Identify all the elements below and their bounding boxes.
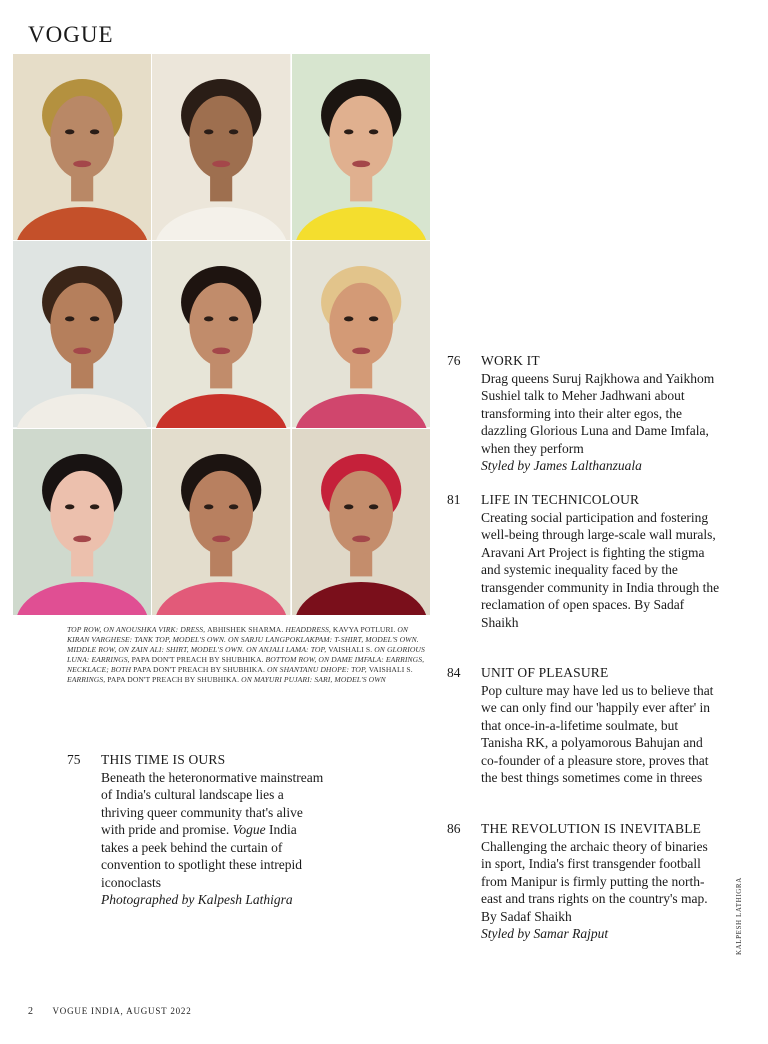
- portrait-photo: [152, 429, 290, 615]
- entry-credit: Photographed by Kalpesh Lathigra: [101, 892, 293, 907]
- portrait-illustration: [13, 54, 151, 240]
- caption-segment: HEADDRESS,: [285, 625, 333, 634]
- entry-credit: Styled by Samar Rajput: [481, 926, 609, 941]
- portrait-photo: [292, 54, 430, 240]
- portrait-illustration: [152, 54, 290, 240]
- entry-title: WORK IT: [481, 353, 540, 368]
- portrait-photo: [152, 54, 290, 240]
- caption-segment: ON SHANTANU DHOPE: TOP,: [266, 665, 369, 674]
- portrait-photo: [13, 429, 151, 615]
- portrait-illustration: [292, 241, 430, 427]
- caption-segment: KAVYA POTLURI.: [332, 625, 398, 634]
- entry-dek: Challenging the archaic theory of binaries in sport, India's first transgender football from Manipur is firmly putting the north-east and trans rights on the country's map. By Sadaf Shaikh: [481, 838, 708, 924]
- caption-segment: ON KIRAN VARGHESE: TANK TOP, MODEL'S OWN. ON SARJU LANGPOKLAKPAM: T-SHIRT, MODEL'S OWN. MIDDLE ROW, ON ZAIN ALI: SHIRT, MODEL'S OWN. ON ANJALI LAMA: TOP,: [67, 625, 419, 654]
- portrait-illustration: [292, 429, 430, 615]
- page-number: 84: [447, 665, 461, 680]
- portrait-grid: [13, 54, 430, 615]
- page-number: 81: [447, 492, 461, 507]
- portrait-illustration: [152, 241, 290, 427]
- entry-dek: Drag queens Suruj Rajkhowa and Yaikhom Sushiel talk to Meher Jadhwani about transforming into their alter egos, the dazzling Glorious Luna and Dame Imfala, when they perform: [481, 370, 715, 456]
- caption-segment: PAPA DON'T PREACH BY SHUBHIKA.: [107, 675, 242, 684]
- caption-segment: ON MAYURI PUJARI: SARI, MODEL'S OWN: [241, 675, 386, 684]
- portrait-illustration: [292, 54, 430, 240]
- caption-segment: PAPA DON'T PREACH BY SHUBHIKA.: [131, 655, 266, 664]
- portrait-illustration: [152, 429, 290, 615]
- portrait-illustration: [13, 429, 151, 615]
- entry-dek: Beneath the heteronormative mainstream of India's cultural landscape lies a thriving queer community that's alive with pride and promise. Vogue India takes a peek behind the curtain of convention to spotlight these intrepid iconoclasts: [101, 769, 324, 890]
- portrait-photo: [152, 241, 290, 427]
- portrait-photo: [13, 54, 151, 240]
- page-number: 76: [447, 353, 461, 368]
- photographer-credit: KALPESH LATHIGRA: [735, 877, 743, 955]
- issue-line: VOGUE INDIA, AUGUST 2022: [52, 1006, 192, 1016]
- folio-page-number: 2: [28, 1006, 34, 1017]
- entry-credit: Styled by James Lalthanzuala: [481, 458, 642, 473]
- caption-segment: PAPA DON'T PREACH BY SHUBHIKA.: [133, 665, 267, 674]
- portrait-illustration: [13, 241, 151, 427]
- page-number: 86: [447, 821, 461, 836]
- fashion-credits-caption: [67, 625, 432, 685]
- portrait-photo: [13, 241, 151, 427]
- caption-segment: BOTTOM ROW, ON DAME IMFALA: EARRINGS, NECKLACE; BOTH: [67, 655, 425, 674]
- entry-title: THIS TIME IS OURS: [101, 752, 226, 767]
- portrait-photo: [292, 429, 430, 615]
- portrait-photo: [292, 241, 430, 427]
- page-number: 75: [67, 752, 81, 767]
- entry-title: LIFE IN TECHNICOLOUR: [481, 492, 640, 507]
- caption-segment: EARRINGS,: [67, 675, 108, 684]
- entry-dek: Pop culture may have led us to believe that we can only find our 'happily ever after' in that once-in-a-lifetime soulmate, but Tanisha RK, a polyamorous Bahujan and co-founder of a pleasure store, proves that the best things sometimes come in threes: [481, 682, 714, 785]
- page-footer: [28, 1006, 192, 1017]
- caption-segment: ABHISHEK SHARMA.: [207, 625, 286, 634]
- caption-segment: ON GLORIOUS LUNA: EARRINGS,: [67, 645, 425, 664]
- caption-segment: VAISHALI S.: [328, 645, 375, 654]
- caption-segment: VAISHALI S.: [368, 665, 413, 674]
- entry-title: UNIT OF PLEASURE: [481, 665, 609, 680]
- entry-title: THE REVOLUTION IS INEVITABLE: [481, 821, 702, 836]
- vogue-masthead: VOGUE: [28, 22, 114, 47]
- entry-dek: Creating social participation and fostering well-being through large-scale wall murals, Aravani Art Project is fighting the stigma and systemic inequality faced by the transgender community in India through the reclamation of open spaces. By Sadaf Shaikh: [481, 509, 720, 630]
- caption-segment: TOP ROW, ON ANOUSHKA VIRK: DRESS,: [67, 625, 208, 634]
